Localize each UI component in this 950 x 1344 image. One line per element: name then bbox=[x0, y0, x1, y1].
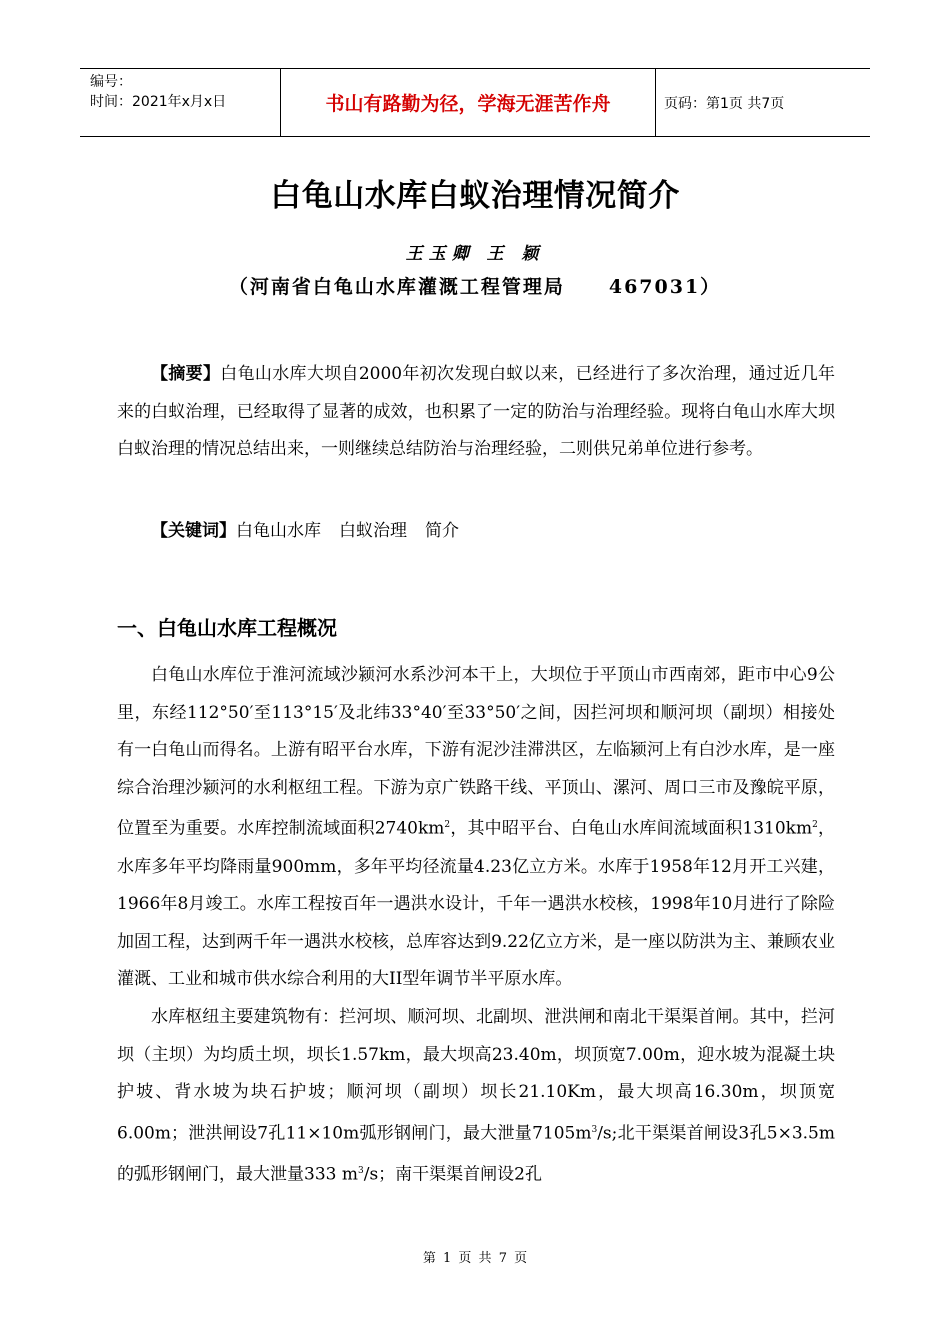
superscript: 3 bbox=[591, 1124, 598, 1135]
time-label: 时间：2021年x月x日 bbox=[90, 94, 227, 110]
text-run: ，其中昭平台、白龟山水库间流域面积1310km bbox=[450, 819, 813, 840]
keywords-block bbox=[117, 513, 835, 551]
header-table bbox=[80, 68, 870, 137]
affiliation bbox=[0, 272, 950, 299]
keywords-label: 【关键词】 bbox=[151, 521, 236, 541]
text-run: /s;北干渠渠首闸设3孔5×3.5m的弧形钢闸门，最大泄量333 m bbox=[117, 1123, 835, 1185]
superscript: 2 bbox=[444, 820, 451, 831]
superscript: 3 bbox=[357, 1166, 364, 1177]
postcode: 467031） bbox=[608, 276, 722, 298]
number-label: 编号： bbox=[90, 74, 132, 90]
text-run: 白龟山水库位于淮河流域沙颍河水系沙河本干上，大坝位于平顶山市西南郊，距市中心9公里，东经112°50′至113°15′及北纬33°40′至33°50′之间，因拦河坝和顺河坝（副坝）相接处有一白龟山而得名。上游有昭平台水库，下游有泥沙洼滞洪区，左临颍河上有白沙水库，是一座综合治理沙颍河的水利枢纽工程。下游为京广铁路干线、平顶山、漯河、周口三市及豫皖平原，位置至为重要。水库控制流域面积2740km bbox=[117, 665, 835, 840]
header-meta bbox=[80, 69, 281, 136]
abstract-block bbox=[117, 356, 835, 469]
page-footer: 第 1 页 共 7 页 bbox=[422, 1251, 528, 1266]
paragraph-overview bbox=[117, 657, 835, 999]
keywords-paragraph bbox=[117, 513, 835, 551]
keyword-item: 简介 bbox=[425, 521, 459, 541]
document-title: 白龟山水库白蚁治理情况简介 bbox=[270, 178, 680, 214]
header-motto: 书山有路勤为径，学海无涯苦作舟 bbox=[281, 69, 656, 136]
text-run: /s；南干渠渠首闸设2孔 bbox=[363, 1164, 542, 1185]
abstract-text: 白龟山水库大坝自2000年初次发现白蚁以来，已经进行了多次治理，通过近几年来的白蚁治理，已经取得了显著的成效，也积累了一定的防治与治理经验。现将白龟山水库大坝白蚁治理的情况总结出来，一则继续总结防治与治理经验，二则供兄弟单位进行参考。 bbox=[117, 364, 836, 460]
superscript: 2 bbox=[812, 820, 818, 831]
affiliation-name: （河南省白龟山水库灌溉工程管理局 bbox=[228, 276, 565, 298]
section-body bbox=[117, 657, 835, 1194]
header-page-info: 页码：第1页 共7页 bbox=[664, 95, 785, 112]
authors: 王玉卿 王 颖 bbox=[405, 244, 545, 264]
abstract-paragraph bbox=[117, 356, 835, 469]
text-run: ，水库多年平均降雨量900mm，多年平均径流量4.23亿立方米。水库于1958年12月开工兴建，1966年8月竣工。水库工程按百年一遇洪水设计，千年一遇洪水校核，1998年10月进行了除险加固工程，达到两千年一遇洪水校核，总库容达到9.22亿立方米，是一座以防洪为主、兼顾农业灌溉、工业和城市供水综合利用的大II型年调节半平原水库。 bbox=[117, 819, 836, 990]
text-run: 水库枢纽主要建筑物有：拦河坝、顺河坝、北副坝、泄洪闸和南北干渠渠首闸。其中，拦河坝（主坝）为均质土坝，坝长1.57km，最大坝高23.40m，坝顶宽7.00m，迎水坡为混凝土块护坡、背水坡为块石护坡；顺河坝（副坝）坝长21.10Km，最大坝高16.30m，坝顶宽6.00m；泄洪闸设7孔11×10m弧形钢闸门，最大泄量7105m bbox=[117, 1007, 835, 1144]
keyword-item: 白蚁治理 bbox=[339, 521, 407, 541]
keyword-item: 白龟山水库 bbox=[236, 521, 321, 541]
abstract-label: 【摘要】 bbox=[151, 364, 221, 384]
paragraph-structures bbox=[117, 999, 835, 1194]
section-heading: 一、白龟山水库工程概况 bbox=[117, 616, 337, 640]
